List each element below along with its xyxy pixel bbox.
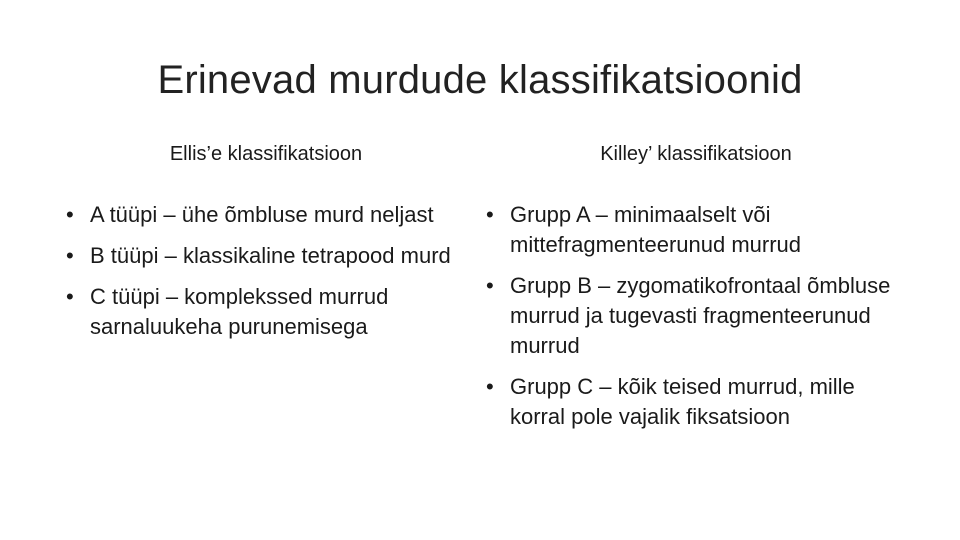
list-item-text: A tüüpi – ühe õmbluse murd neljast bbox=[90, 202, 434, 227]
list-item-text: Grupp C – kõik teised murrud, mille korral pole vajalik fiksatsioon bbox=[510, 374, 855, 429]
bullet-icon: • bbox=[486, 374, 494, 399]
list-item-text: B tüüpi – klassikaline tetrapood murd bbox=[90, 243, 451, 268]
list-item bbox=[486, 372, 906, 432]
ellis-heading: Ellis’e klassifikatsioon bbox=[169, 143, 363, 165]
ellis-list bbox=[66, 200, 466, 353]
list-item-text: Grupp B – zygomatikofrontaal õmbluse murrud ja tugevasti fragmenteerunud murrud bbox=[510, 273, 891, 358]
bullet-icon: • bbox=[486, 273, 494, 298]
killey-list bbox=[486, 200, 906, 443]
bullet-icon: • bbox=[66, 202, 74, 227]
list-item bbox=[486, 271, 906, 361]
list-item bbox=[66, 200, 466, 230]
bullet-icon: • bbox=[66, 284, 74, 309]
slide-title: Erinevad murdude klassifikatsioonid bbox=[157, 58, 803, 102]
list-item bbox=[66, 282, 466, 342]
killey-heading: Killey’ klassifikatsioon bbox=[600, 143, 792, 165]
killey-column bbox=[486, 140, 906, 429]
list-item-text: C tüüpi – komplekssed murrud sarnaluukeha purunemisega bbox=[90, 284, 389, 339]
bullet-icon: • bbox=[486, 202, 494, 227]
list-item bbox=[486, 200, 906, 260]
list-item-text: Grupp A – minimaalselt või mittefragmenteerunud murrud bbox=[510, 202, 802, 257]
bullet-icon: • bbox=[66, 243, 74, 268]
list-item bbox=[66, 241, 466, 271]
ellis-column bbox=[66, 140, 466, 339]
